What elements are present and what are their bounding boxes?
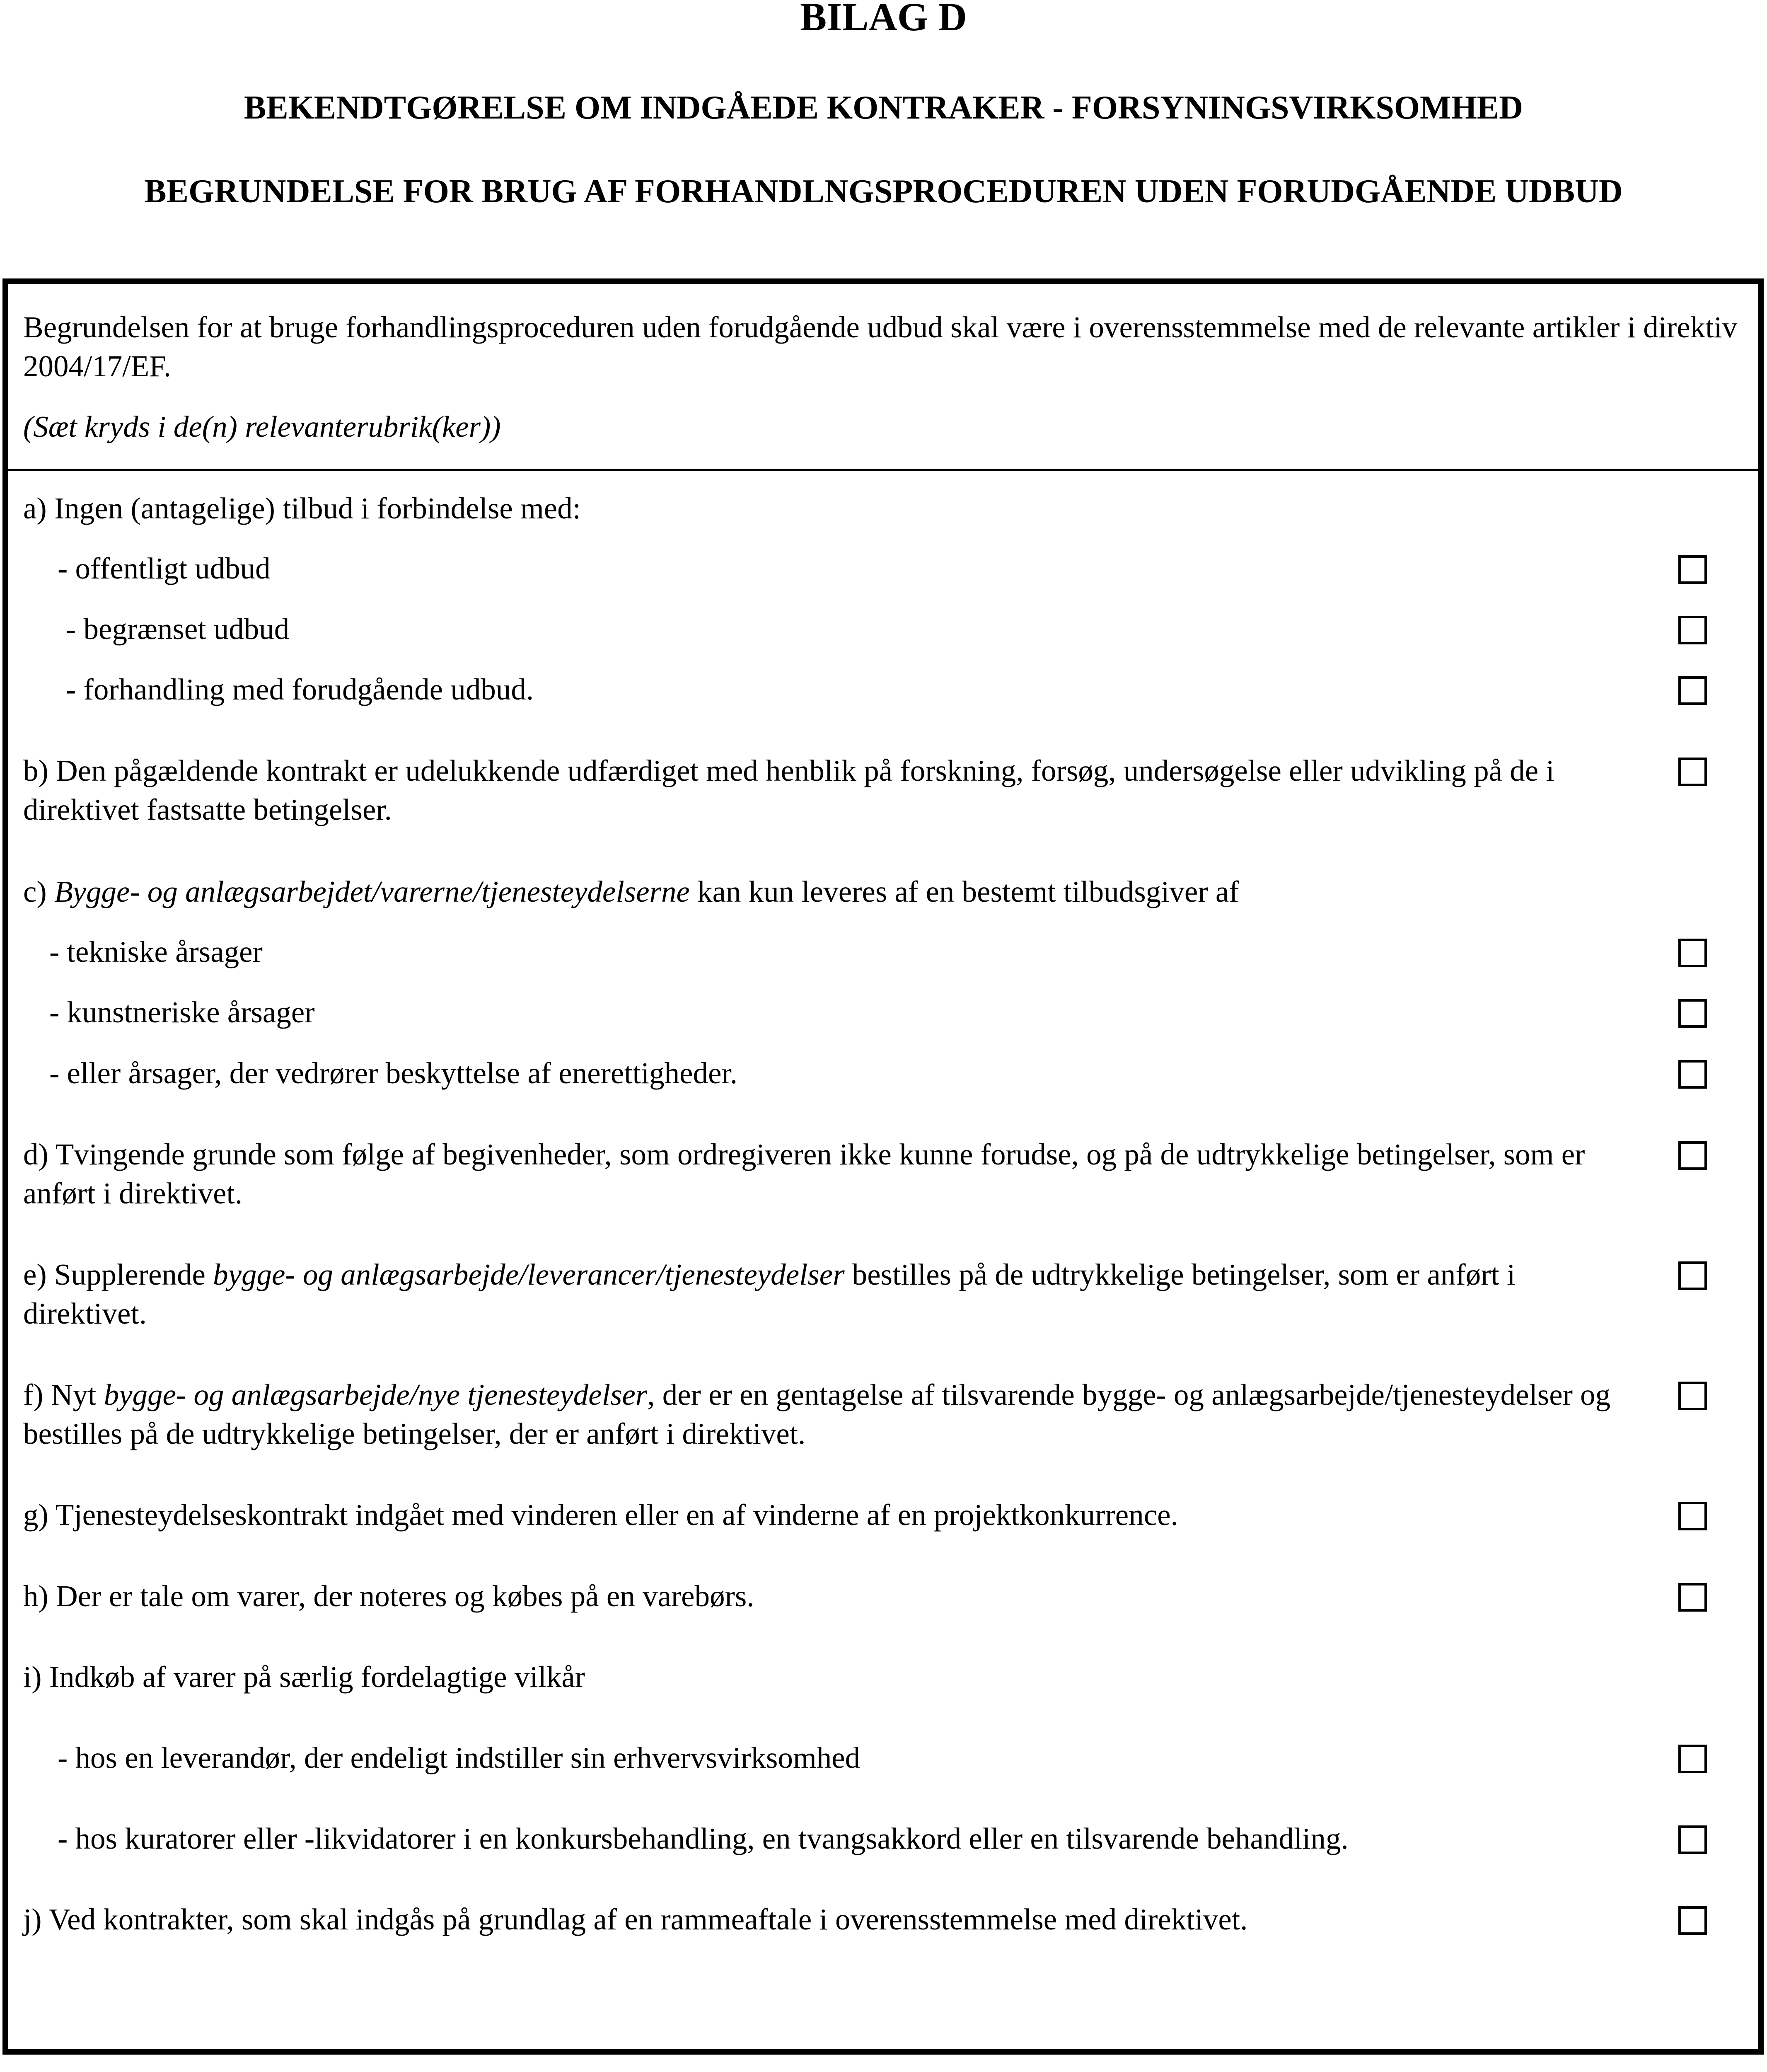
item-a-option-2 [66,610,1707,649]
checkbox-i-liquidators[interactable] [1678,1825,1707,1854]
item-c-option-3-label: - eller årsager, der vedrører beskyttelse af enerettigheder. [49,1056,737,1090]
item-f-suffix: , der er en gentagelse af tilsvarende bygge- og anlægsarbejde/tjenesteydelser og bestilles på de udtrykkelige betingelser, der er anført i direktivet. [23,1378,1611,1450]
item-i-label-row [23,1658,1664,1697]
item-d-label: d) Tvingende grunde som følge af begivenheder, som ordregiveren ikke kunne forudse, og på de udtrykkelige betingelser, som er anført i direktivet. [23,1138,1585,1210]
checkbox-d-urgency[interactable] [1678,1141,1707,1170]
item-i-option-2 [58,1819,1698,1858]
checkbox-f-repetition[interactable] [1678,1382,1707,1410]
checkbox-j-framework[interactable] [1678,1906,1707,1935]
checkbox-c-artistic[interactable] [1678,999,1707,1028]
form-intro-section [8,284,1758,471]
checkbox-c-technical[interactable] [1678,939,1707,967]
item-j-row [23,1900,1664,1939]
subtitle-justification: BEGRUNDELSE FOR BRUG AF FORHANDLNGSPROCEDUREN UDEN FORUDGÅENDE UDBUD [144,173,1623,210]
item-c-option-1-label: - tekniske årsager [49,935,263,968]
justification-form-box [2,278,1764,2055]
item-e-label [23,1255,1639,1333]
item-a-label: a) Ingen (antagelige) tilbud i forbindelse med: [23,491,581,525]
item-c-label-row [23,872,1664,911]
item-a-option-1-label: - offentligt udbud [58,552,271,585]
item-f-prefix: f) Nyt [23,1378,104,1411]
item-c-label [23,872,1664,911]
item-a-label-row [23,489,1664,528]
item-h-label: h) Der er tale om varer, der noteres og købes på en varebørs. [23,1579,754,1613]
item-c-suffix: kan kun leveres af en bestemt tilbudsgiver af [689,875,1239,908]
item-b-label: b) Den pågældende kontrakt er udelukkende udfærdiget med henblik på forskning, forsøg, undersøgelse eller udvikling på de i direktivet fastsatte betingelser. [23,754,1554,826]
item-b-row [23,751,1664,829]
subtitle-notice: BEKENDTGØRELSE OM INDGÅEDE KONTRAKER - FORSYNINGSVIRKSOMHED [244,90,1523,126]
checkbox-b-research[interactable] [1678,758,1707,786]
form-instruction-note: (Sæt kryds i de(n) relevanterubrik(ker)) [23,410,501,443]
item-e-italic: bygge- og anlægsarbejde/leverancer/tjenesteydelser [213,1258,845,1291]
checkbox-i-winding-up-supplier[interactable] [1678,1745,1707,1773]
form-intro-text: Begrundelsen for at bruge forhandlingsproceduren uden forudgående udbud skal være i overensstemmelse med de relevante artikler i direktiv 2004/17/EF. [23,310,1738,383]
item-e-suffix: bestilles på de udtrykkelige betingelser, som er anført i direktivet. [23,1258,1516,1330]
page-title: BILAG D [800,0,967,39]
checkbox-a-open-procedure[interactable] [1678,555,1707,584]
item-a-option-2-label: - begrænset udbud [66,612,290,646]
checkbox-e-supplementary[interactable] [1678,1261,1707,1290]
item-c-option-1 [49,932,1690,971]
item-c-italic: Bygge- og anlægsarbejdet/varerne/tjenesteydelserne [54,875,690,908]
checkbox-g-design-contest[interactable] [1678,1502,1707,1530]
checkbox-a-restricted-procedure[interactable] [1678,616,1707,644]
item-f-label [23,1375,1639,1453]
item-a-option-3-label: - forhandling med forudgående udbud. [66,673,534,706]
item-a-option-3 [66,670,1707,709]
item-e-row [23,1255,1664,1333]
checkbox-h-commodity-market[interactable] [1678,1583,1707,1612]
checkbox-a-negotiated-procedure[interactable] [1678,676,1707,705]
item-g-row [23,1496,1664,1535]
item-c-option-2 [49,993,1690,1032]
item-h-row [23,1577,1664,1616]
item-i-option-2-label: - hos kuratorer eller -likvidatorer i en konkursbehandling, en tvangsakkord eller en tilsvarende behandling. [58,1822,1349,1855]
item-a-option-1 [58,549,1698,588]
item-i-option-1-label: - hos en leverandør, der endeligt indstiller sin erhvervsvirksomhed [58,1741,861,1774]
checkbox-c-exclusive-rights[interactable] [1678,1060,1707,1089]
item-j-label: j) Ved kontrakter, som skal indgås på grundlag af en rammeaftale i overensstemmelse med direktivet. [23,1903,1248,1936]
item-c-option-3 [49,1054,1690,1093]
item-i-label: i) Indkøb af varer på særlig fordelagtige vilkår [23,1660,585,1694]
item-g-label: g) Tjenesteydelseskontrakt indgået med vinderen eller en af vinderne af en projektkonkurrence. [23,1498,1178,1532]
item-c-option-2-label: - kunstneriske årsager [49,995,315,1029]
item-f-italic: bygge- og anlægsarbejde/nye tjenesteydelser [104,1378,648,1411]
item-d-row [23,1135,1664,1213]
item-i-option-1 [58,1738,1698,1777]
item-e-prefix: e) Supplerende [23,1258,213,1291]
item-f-row [23,1375,1664,1453]
item-c-prefix: c) [23,875,54,908]
